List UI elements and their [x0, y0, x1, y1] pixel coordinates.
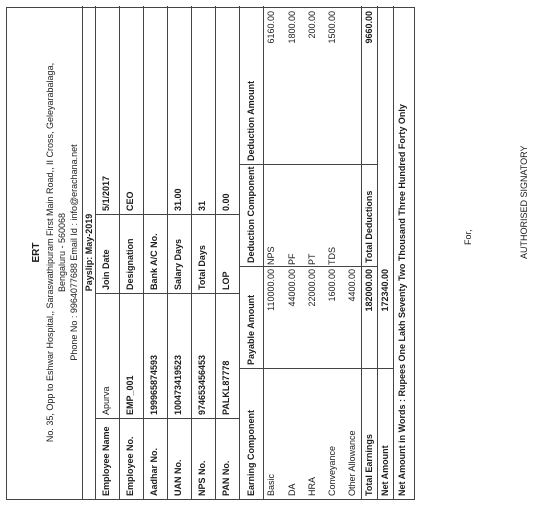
- earning-basic: Basic: [266, 473, 276, 496]
- join-date-value: 5/1/2017: [101, 175, 111, 211]
- uan-no-label: UAN No.: [173, 459, 183, 496]
- deduction-component-header: Deduction Component: [246, 166, 256, 263]
- uan-no-value: 100473419523: [173, 354, 183, 415]
- aadhar-no-label: Aadhar No.: [149, 447, 159, 496]
- earning-other-allowance: Other Allowance: [347, 430, 357, 496]
- nps-no-label: NPS No.: [197, 460, 207, 496]
- salary-days-value: 31.00: [173, 188, 183, 211]
- designation-label: Designation: [125, 238, 135, 290]
- pan-no-label: PAN No.: [221, 460, 231, 496]
- deduction-amount-pt: 200.00: [307, 11, 317, 39]
- company-contact: Phone No : 9964077688 Email Id : info@erachana.net: [69, 144, 79, 361]
- nps-no-value: 974653456453: [197, 354, 207, 415]
- deduction-amount-nps: 6160.00: [266, 11, 276, 44]
- payable-hra: 22000.00: [307, 269, 317, 307]
- payable-other-allowance: 4400.00: [347, 269, 357, 302]
- deduction-amount-header: Deduction Amount: [246, 80, 256, 161]
- payslip-frame: [6, 7, 415, 500]
- salary-days-label: Salary Days: [173, 238, 183, 290]
- net-amount-value: 172340.00: [380, 269, 390, 312]
- payable-da: 44000.00: [287, 269, 297, 307]
- designation-value: CEO: [125, 191, 135, 211]
- employee-name-value: Apurva: [101, 386, 111, 415]
- aadhar-no-value: 199965874593: [149, 354, 159, 415]
- employee-no-value: EMP_001: [125, 375, 135, 415]
- payslip-title: Payslip: May-2019: [82, 6, 96, 499]
- for-label: For,: [463, 229, 473, 245]
- total-earnings-label: Total Earnings: [364, 434, 374, 496]
- pan-no-value: PALKL87778: [221, 360, 231, 415]
- join-date-label: Join Date: [101, 249, 111, 290]
- company-name: ERT: [31, 242, 42, 263]
- payable-amount-header: Payable Amount: [246, 294, 256, 365]
- deduction-pt: PT: [307, 253, 317, 265]
- lop-value: 0.00: [221, 193, 231, 211]
- deduction-amount-pf: 1800.00: [287, 11, 297, 44]
- net-amount-words: Net Amount in Words : Rupees One Lakh Seventy Two Thousand Three Hundred Forty Only: [397, 104, 407, 496]
- company-city: Bengaluru - 560068: [57, 212, 67, 293]
- bank-ac-label: Bank A/C No.: [149, 233, 159, 290]
- earning-conveyance: Conveyance: [327, 445, 337, 496]
- earning-component-header: Earning Component: [246, 410, 256, 496]
- employee-no-label: Employee No.: [125, 436, 135, 496]
- deduction-tds: TDS: [327, 247, 337, 265]
- payable-conveyance: 1600.00: [327, 269, 337, 302]
- net-amount-label: Net Amount: [380, 445, 390, 496]
- deduction-nps: NPS: [266, 246, 276, 265]
- total-days-value: 31: [197, 200, 207, 211]
- total-earnings-value: 182000.00: [364, 269, 374, 312]
- total-days-label: Total Days: [197, 245, 207, 290]
- deduction-pf: PF: [287, 253, 297, 265]
- total-deductions-label: Total Deductions: [364, 190, 374, 263]
- lop-label: LOP: [221, 271, 231, 290]
- company-address-line: No. 35, Opp to Eshwar Hospital,, Saraswathipuram First Main Road,, II Cross, Geleyarabalaga,: [45, 62, 55, 443]
- payable-basic: 110000.00: [266, 269, 276, 311]
- total-deductions-value: 9660.00: [364, 11, 374, 44]
- earning-da: DA: [287, 483, 297, 496]
- deduction-amount-tds: 1500.00: [327, 11, 337, 44]
- authorised-signatory: AUTHORISED SIGNATORY: [519, 145, 529, 259]
- earning-hra: HRA: [307, 476, 317, 496]
- employee-name-label: Employee Name: [101, 426, 111, 496]
